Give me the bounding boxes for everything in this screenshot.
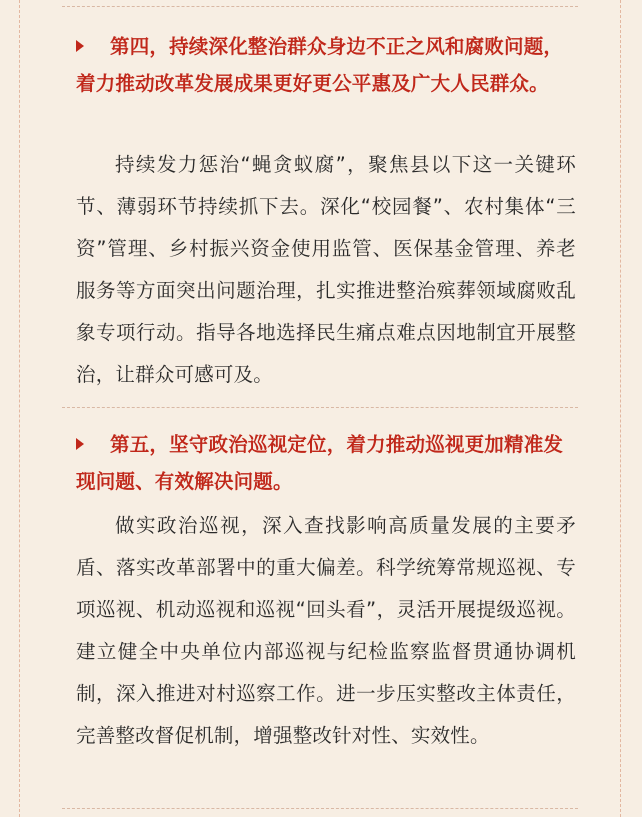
- section-4-body: 持续发力惩治“蝇贪蚁腐”，聚焦县以下这一关键环节、薄弱环节持续抓下去。深化“校园餐”、农村集体“三资”管理、乡村振兴资金使用监管、医保基金管理、养老服务等方面突出问题治理，扎实推进整治殡葬领域腐败乱象专项行动。指导各地选择民生痛点难点因地制宜开展整治，让群众可感可及。: [76, 153, 576, 386]
- section-4-heading: [76, 29, 576, 102]
- section-5-heading: [76, 427, 576, 500]
- section-divider: [62, 407, 578, 408]
- section-4-heading-text: 第四，持续深化整治群众身边不正之风和腐败问题，着力推动改革发展成果更好更公平惠及广大人民群众。: [76, 35, 564, 95]
- section-5-body: 做实政治巡视，深入查找影响高质量发展的主要矛盾、落实改革部署中的重大偏差。科学统筹常规巡视、专项巡视、机动巡视和巡视“回头看”，灵活开展提级巡视。建立健全中央单位内部巡视与纪检监察监督贯通协调机制，深入推进对村巡察工作。进一步压实整改主体责任，完善整改督促机制，增强整改针对性、实效性。: [76, 514, 576, 747]
- left-dashed-border: [19, 0, 20, 817]
- top-divider: [62, 6, 578, 7]
- section-5-heading-text: 第五，坚守政治巡视定位，着力推动巡视更加精准发现问题、有效解决问题。: [76, 433, 564, 493]
- right-dashed-border: [620, 0, 621, 817]
- triangle-bullet-icon: [76, 40, 84, 52]
- triangle-bullet-icon: [76, 438, 84, 450]
- bottom-divider: [62, 808, 578, 809]
